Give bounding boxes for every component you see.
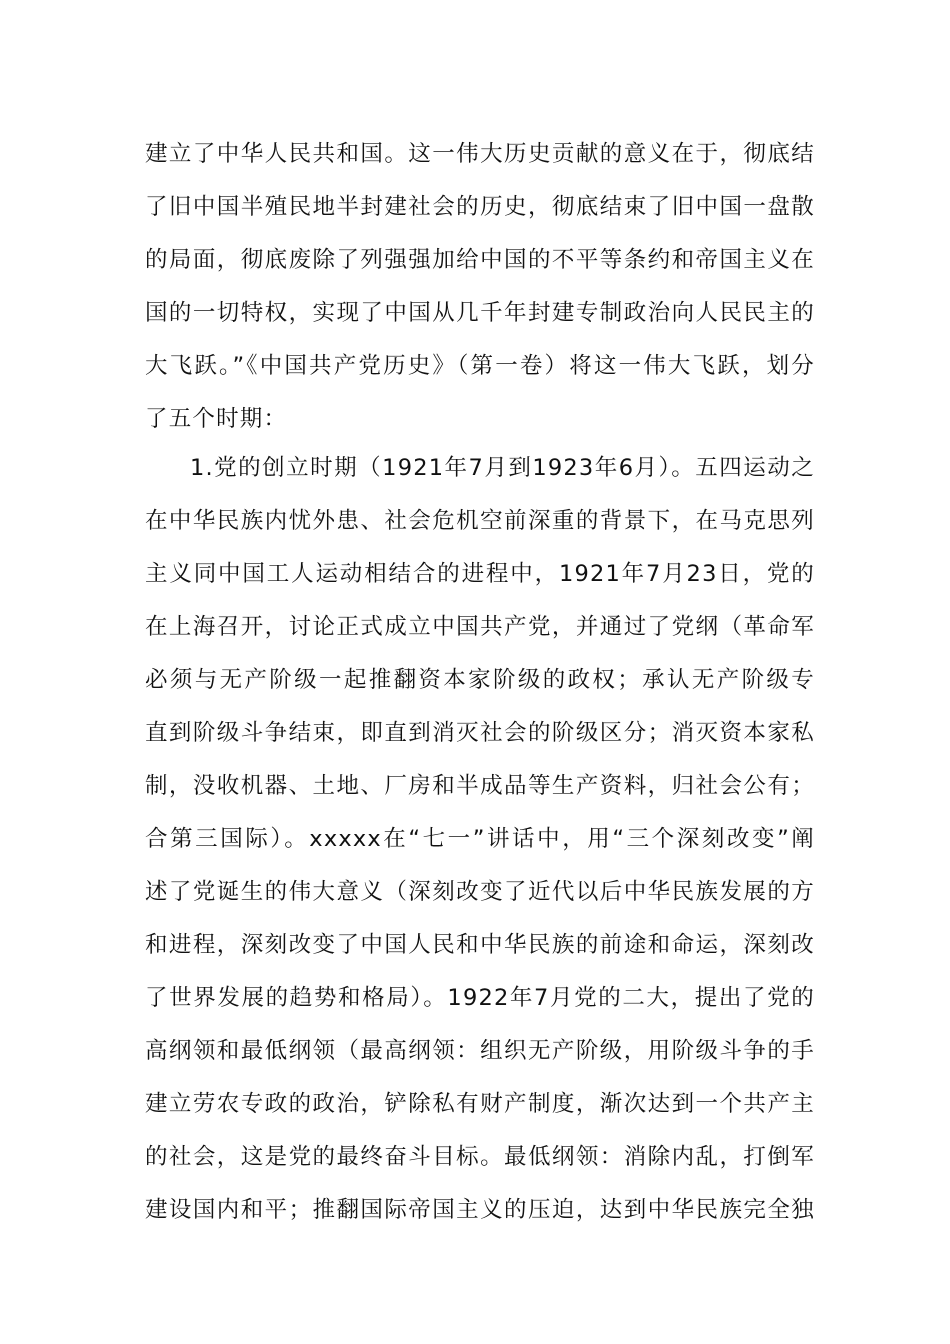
text-line: 建立了中华人民共和国。这一伟大历史贡献的意义在于，彻底结	[145, 141, 815, 167]
text-line: 大飞跃。”《中国共产党历史》（第一卷）将这一伟大飞跃，划分	[145, 353, 815, 379]
text-line: 的局面，彻底废除了列强强加给中国的不平等条约和帝国主义在	[145, 247, 815, 273]
text-line: 必须与无产阶级一起推翻资本家阶级的政权；承认无产阶级专	[145, 667, 815, 693]
text-line: 述了党诞生的伟大意义（深刻改变了近代以后中华民族发展的方	[145, 879, 815, 905]
text-line: 国的一切特权，实现了中国从几千年封建专制政治向人民民主的	[145, 300, 815, 326]
paragraph-2	[145, 442, 815, 1237]
text-line: 的社会，这是党的最终奋斗目标。最低纲领：消除内乱，打倒军	[145, 1144, 815, 1170]
text-line: 在上海召开，讨论正式成立中国共产党，并通过了党纲（革命军	[145, 614, 815, 640]
text-line: 1.党的创立时期（1921年7月到1923年6月）。五四运动之	[190, 455, 815, 481]
text-line: 直到阶级斗争结束，即直到消灭社会的阶级区分；消灭资本家私	[145, 720, 815, 746]
text-line: 在中华民族内忧外患、社会危机空前深重的背景下，在马克思列	[145, 508, 815, 534]
text-line: 了旧中国半殖民地半封建社会的历史，彻底结束了旧中国一盘散	[145, 194, 815, 220]
text-line: 主义同中国工人运动相结合的进程中，1921年7月23日，党的	[145, 561, 815, 587]
text-line: 高纲领和最低纲领（最高纲领：组织无产阶级，用阶级斗争的手	[145, 1038, 815, 1064]
text-line: 建设国内和平；推翻国际帝国主义的压迫，达到中华民族完全独	[145, 1197, 815, 1223]
text-line: 合第三国际）。xxxxx在“七一”讲话中，用“三个深刻改变”阐	[145, 826, 815, 852]
text-line: 和进程，深刻改变了中国人民和中华民族的前途和命运，深刻改	[145, 932, 815, 958]
text-line: 了五个时期：	[145, 406, 288, 432]
text-line: 了世界发展的趋势和格局）。1922年7月党的二大，提出了党的	[145, 985, 815, 1011]
text-line: 建立劳农专政的政治，铲除私有财产制度，渐次达到一个共产主	[145, 1091, 815, 1117]
text-line: 制，没收机器、土地、厂房和半成品等生产资料，归社会公有；	[145, 773, 815, 799]
paragraph-1	[145, 128, 815, 446]
